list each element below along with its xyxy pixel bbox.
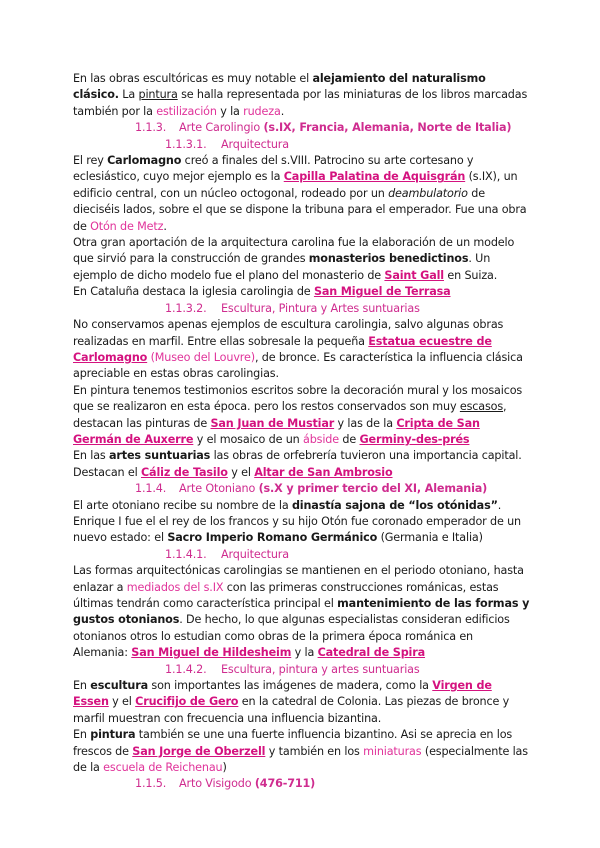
text: En xyxy=(73,679,91,693)
text: . xyxy=(280,104,285,118)
text: y la xyxy=(291,646,318,660)
text: . De hecho, lo que algunas especialistas consideran edificios otonianos otros lo estudian como obras de la primera época románica en Alemania: xyxy=(73,613,510,660)
heading-arte-otoniano xyxy=(73,481,531,497)
heading-title: Arte Carolingio xyxy=(179,121,264,135)
heading-arquitectura-carolingia xyxy=(73,137,531,153)
paragraph-carlomagno xyxy=(73,153,531,235)
link-catedral-spira[interactable]: Catedral de Spira xyxy=(317,646,426,660)
text: se halla representada por las miniaturas de los libros marcadas también por la xyxy=(73,88,528,118)
link-cripta-san-german[interactable]: Cripta de San Germán de Auxerre xyxy=(73,416,480,446)
highlight-text: escuela de Reichenau xyxy=(103,761,223,775)
text: (especialmente las de la xyxy=(73,744,528,775)
link-san-juan-mustiar[interactable]: San Juan de Mustiar xyxy=(210,416,335,430)
paragraph-pintura-otoniana xyxy=(73,727,531,776)
link-crucifijo-gero[interactable]: Crucifijo de Gero xyxy=(135,695,239,709)
bold-text: Carlomagno xyxy=(107,154,182,168)
link-san-miguel-terrasa[interactable]: San Miguel de Terrasa xyxy=(313,285,451,299)
bold-text: monasterios benedictinos xyxy=(308,252,469,266)
bold-text: escultura xyxy=(90,679,148,693)
heading-arte-visigodo xyxy=(73,776,531,792)
heading-subtitle: (s.X y primer tercio del XI, Alemania) xyxy=(258,482,488,496)
heading-subtitle: (476-711) xyxy=(254,777,316,791)
highlight-text: estilización xyxy=(156,104,217,118)
text: , destacan las pinturas de xyxy=(73,400,507,430)
text: No conservamos apenas ejemplos de escultura carolingia, salvo algunas obras realizadas en marfil. Entre ellas sobresale la pequeña xyxy=(73,318,504,348)
highlight-text: (Museo del Louvre) xyxy=(147,350,255,364)
link-caliz-tasilo[interactable]: Cáliz de Tasilo xyxy=(140,465,228,479)
link-virgen-essen[interactable]: Virgen de Essen xyxy=(73,679,492,709)
text: El arte otoniano recibe su nombre de la xyxy=(73,498,292,512)
highlight-text: Otón de Metz xyxy=(90,219,164,233)
highlight-text: ábside xyxy=(303,432,339,446)
text: y la xyxy=(216,104,244,118)
underlined-text: escasos xyxy=(459,400,504,414)
text: En Cataluña destaca la iglesia carolingia de xyxy=(73,285,314,299)
text: Otra gran aportación de la arquitectura carolina fue la elaboración de un modelo que sirvió para la construcción de grandes xyxy=(73,236,515,266)
link-germiny-des-pres[interactable]: Germiny-des-prés xyxy=(359,432,470,446)
heading-arquitectura-otoniana xyxy=(73,547,531,563)
underlined-text: pintura xyxy=(138,88,178,102)
paragraph-monasterios xyxy=(73,235,531,284)
text: ) xyxy=(222,761,227,775)
text: Las formas arquitectónicas carolingias se mantienen en el periodo otoniano, hasta enlazar a xyxy=(73,564,524,594)
heading-number: 1.1.3. xyxy=(135,121,167,135)
text: En las xyxy=(73,449,110,463)
link-san-jorge-oberzell[interactable]: San Jorge de Oberzell xyxy=(132,744,266,758)
bold-text: Sacro Imperio Romano Germánico xyxy=(167,531,378,545)
heading-subtitle: (s.IX, Francia, Alemania, Norte de Italia) xyxy=(263,121,512,135)
bold-text: mantenimiento de las formas y gustos otonianos xyxy=(73,597,530,627)
text: (Germania e Italia) xyxy=(377,531,483,545)
heading-title: Arto Visigodo xyxy=(179,777,255,791)
link-san-miguel-hildesheim[interactable]: San Miguel de Hildesheim xyxy=(131,646,292,660)
text: y también en los xyxy=(265,744,364,758)
heading-number: 1.1.3.2. xyxy=(165,301,207,315)
paragraph-destacan xyxy=(73,465,531,481)
text: de xyxy=(338,432,360,446)
text: en la catedral de Colonia. Las piezas de bronce y marfil muestran con frecuencia una influencia bizantina. xyxy=(73,695,510,725)
heading-number: 1.1.5. xyxy=(135,777,167,791)
document-page xyxy=(73,71,531,793)
text: y el mosaico de un xyxy=(193,432,303,446)
text: En las obras escultóricas es muy notable el xyxy=(73,72,313,85)
text: . Un ejemplo de dicho modelo fue el plano del monasterio de xyxy=(73,252,491,282)
text: y el xyxy=(108,695,136,709)
bold-text: dinastía sajona de “los otónidas” xyxy=(291,498,498,512)
highlight-text: mediados del s.IX xyxy=(126,580,224,594)
bold-text: pintura xyxy=(90,728,136,742)
text: en Suiza. xyxy=(443,268,498,282)
text: creó a finales del s.VIII. Patrocino su arte cortesano y eclesiástico, cuyo mejor ejemplo es la xyxy=(73,154,474,184)
text: . Enrique I fue el el rey de los francos y su hijo Otón fue coronado emperador de un nuevo estado: el xyxy=(73,498,521,545)
text: En xyxy=(73,728,91,742)
heading-title: Arquitectura xyxy=(221,547,289,561)
text: también se une una fuerte influencia bizantino. Asi se aprecia en los frescos de xyxy=(73,728,513,758)
heading-number: 1.1.4. xyxy=(135,482,167,496)
paragraph-arquitectura-otoniana xyxy=(73,563,531,661)
paragraph-pintura-carolingia xyxy=(73,383,531,449)
heading-arte-carolingio xyxy=(73,120,531,136)
heading-number: 1.1.4.1. xyxy=(165,547,207,561)
text: son importantes las imágenes de madera, como la xyxy=(147,679,433,693)
link-estatua-ecuestre[interactable]: Estatua ecuestre de Carlomagno xyxy=(73,334,492,364)
paragraph-artes-suntuarias xyxy=(73,448,531,464)
heading-title: Escultura, pintura y artes suntuarias xyxy=(221,662,420,676)
link-capilla-palatina[interactable]: Capilla Palatina de Aquisgrán xyxy=(283,170,466,184)
text: En pintura tenemos testimonios escritos sobre la decoración mural y los mosaicos que se realizaron en esta época. pero los restos conservados son muy xyxy=(73,383,523,414)
heading-title: Arte Otoniano xyxy=(179,482,259,496)
text: de dieciséis lados, sobre el que se dispone la tribuna para el emperador. Fue una obra de xyxy=(73,186,527,233)
heading-title: Escultura, Pintura y Artes suntuarias xyxy=(221,301,420,315)
highlight-text: rudeza xyxy=(243,104,281,118)
text: y las de la xyxy=(334,416,397,430)
text: . xyxy=(163,219,167,233)
bold-text: artes suntuarias xyxy=(109,449,211,463)
link-saint-gall[interactable]: Saint Gall xyxy=(384,268,444,282)
heading-title: Arquitectura xyxy=(221,137,289,151)
highlight-text: miniaturas xyxy=(363,744,422,758)
paragraph-otoniano-intro xyxy=(73,498,531,547)
text: , de bronce. Es característica la influencia clásica apreciable en estas obras carolingias. xyxy=(73,350,523,381)
text: Destacan el xyxy=(73,465,141,479)
heading-escultura-otoniana xyxy=(73,662,531,678)
italic-text: deambulatorio xyxy=(388,186,468,200)
paragraph-cataluna xyxy=(73,284,531,300)
text: (s.IX), un edificio central, con un núcleo octogonal, rodeado por un xyxy=(73,170,518,200)
paragraph-escultura-carolingia xyxy=(73,317,531,383)
text: La xyxy=(118,88,139,102)
heading-escultura-carolingia xyxy=(73,301,531,317)
bold-text: alejamiento del naturalismo clásico. xyxy=(73,72,486,102)
text: con las primeras construcciones románicas, estas últimas tendrán como característica principal el xyxy=(73,580,499,610)
text: y el xyxy=(227,465,255,479)
heading-number: 1.1.4.2. xyxy=(165,662,207,676)
paragraph-intro xyxy=(73,71,531,120)
paragraph-escultura-otoniana xyxy=(73,678,531,727)
link-altar-san-ambrosio[interactable]: Altar de San Ambrosio xyxy=(254,465,393,479)
text: las obras de orfebrería tuvieron una importancia capital. xyxy=(210,449,522,463)
heading-number: 1.1.3.1. xyxy=(165,137,207,151)
text: El rey xyxy=(73,154,108,168)
